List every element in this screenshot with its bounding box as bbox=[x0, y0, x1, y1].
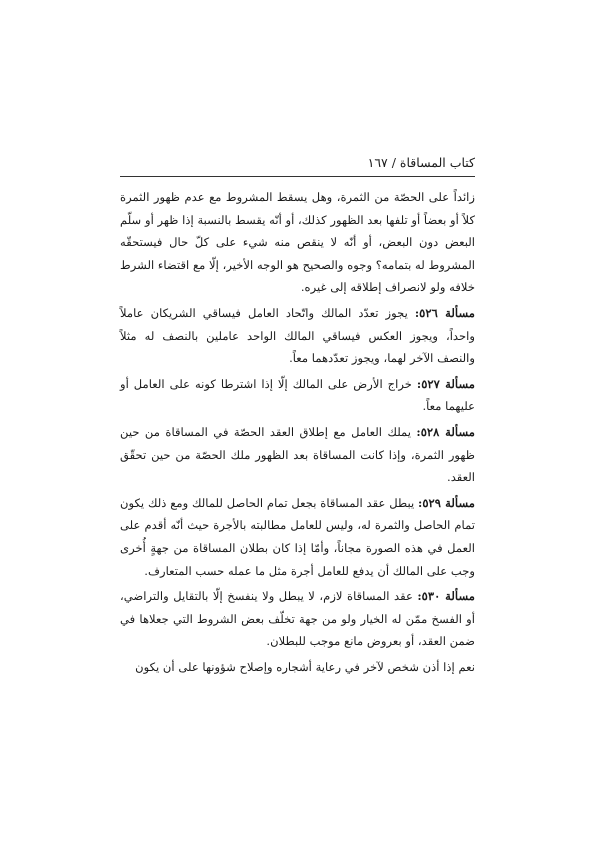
paragraph-text: يبطل عقد المساقاة بجعل تمام الحاصل للمالك ومع ذلك يكون تمام الحاصل والثمرة له، وليس للعامل مطالبته بالأجرة حيث أنّه أقدم على العمل في هذه الصورة مجاناً، وأمّا إذا كان بطلان المساقاة من جهةٍ أُخرى وجب على المالك أن يدفع للعامل أجرة مثل ما عمله حسب المتعارف. bbox=[120, 495, 475, 578]
paragraph-text: يجوز تعدّد المالك واتّحاد العامل فيساقي الشريكان عاملاً واحداً، ويجوز العكس فيساقي المالك الواحد عاملين بالنصف له مثلاً والنصف الآخر لهما، ويجوز تعدّدهما معاً. bbox=[120, 305, 475, 366]
paragraph bbox=[120, 302, 475, 370]
issue-number: مسألة ٥٣٠: bbox=[417, 589, 475, 604]
paragraph-text: يملك العامل مع إطلاق العقد الحصّة في المساقاة من حين ظهور الثمرة، وإذا كانت المساقاة بعد الظهور ملك الحصّة من حين تحقّق العقد. bbox=[120, 424, 475, 485]
body-text bbox=[120, 186, 475, 681]
header-rule bbox=[120, 176, 475, 177]
paragraph bbox=[120, 656, 475, 679]
running-head: كتاب المساقاة / ١٦٧ bbox=[367, 155, 475, 170]
paragraph-text: نعم إذا أذن شخص لآخر في رعاية أشجاره وإصلاح شؤونها على أن يكون bbox=[135, 659, 475, 674]
paragraph bbox=[120, 186, 475, 299]
issue-number: مسألة ٥٢٦: bbox=[414, 305, 476, 320]
paragraph bbox=[120, 421, 475, 489]
paragraph-text: زائداً على الحصّة من الثمرة، وهل يسقط المشروط مع عدم ظهور الثمرة كلاً أو بعضاً أو تلفها بعد الظهور كذلك، أو أنّه يقسط بالنسبة إذا ظهر أو سلّم البعض دون البعض، أو أنّه لا ينقص منه شيء على كلّ حال فيستحقّه المشروط له بتمامه؟ وجوه والصحيح هو الوجه الأخير، إلّا مع اقتضاء الشرط خلافه ولو لانصراف إطلاقه إلى غيره. bbox=[120, 190, 475, 295]
paragraph-text: عقد المساقاة لازم، لا يبطل ولا ينفسخ إلّا بالتقايل والتراضي، أو الفسخ ممّن له الخيار ولو من جهة تخلّف بعض الشروط التي جعلاها في ضمن العقد، أو بعروض مانع موجب للبطلان. bbox=[120, 589, 475, 649]
paragraph bbox=[120, 585, 475, 653]
paragraph bbox=[120, 373, 475, 418]
issue-number: مسألة ٥٢٨: bbox=[416, 424, 475, 439]
paragraph bbox=[120, 492, 475, 582]
issue-number: مسألة ٥٢٧: bbox=[416, 376, 476, 391]
paragraph-text: خراج الأرض على المالك إلّا إذا اشترطا كونه على العامل أو عليهما معاً. bbox=[120, 376, 475, 414]
issue-number: مسألة ٥٢٩: bbox=[418, 495, 476, 510]
